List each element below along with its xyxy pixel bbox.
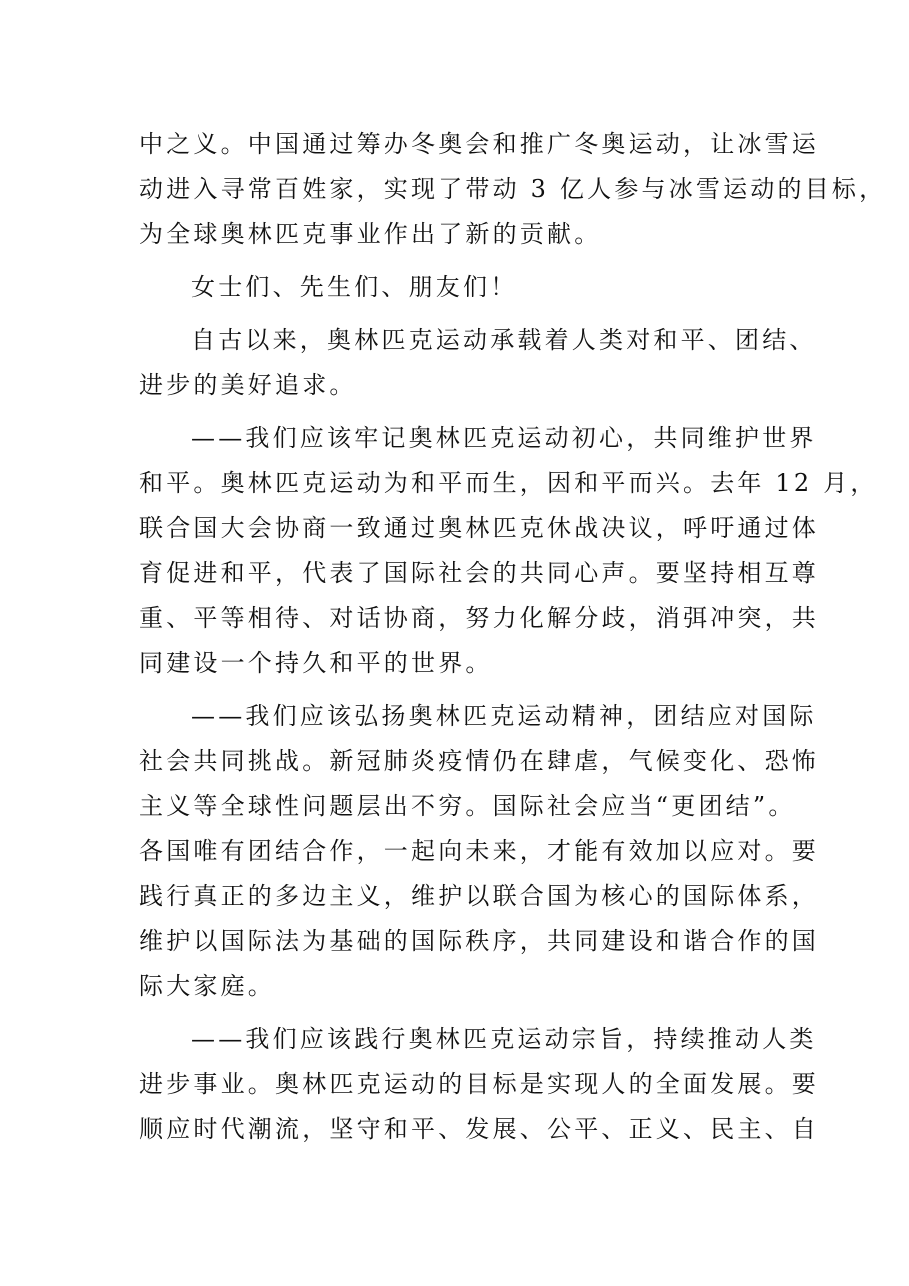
paragraph <box>139 122 887 257</box>
text-line: 各国唯有团结合作，一起向未来，才能有效加以应对。要 <box>139 837 819 865</box>
paragraph <box>139 318 817 408</box>
paragraph <box>139 694 819 1009</box>
text-line: 进步的美好追求。 <box>139 371 357 399</box>
text-line: 社会共同挑战。新冠肺炎疫情仍在肆虐，气候变化、恐怖 <box>139 747 819 775</box>
text-line: ——我们应该践行奥林匹克运动宗旨，持续推动人类 <box>191 1025 817 1053</box>
text-line: ——我们应该牢记奥林匹克运动初心，共同维护世界 <box>191 424 817 452</box>
text-line: 女士们、先生们、朋友们！ <box>191 273 518 301</box>
text-line: 践行真正的多边主义，维护以联合国为核心的国际体系， <box>139 882 819 910</box>
text-line: 为全球奥林匹克事业作出了新的贡献。 <box>139 220 602 248</box>
paragraph <box>139 416 878 686</box>
document-body <box>139 122 887 1160</box>
text-line: 动进入寻常百姓家，实现了带动 3 亿人参与冰雪运动的目标， <box>139 175 887 203</box>
text-line: 主义等全球性问题层出不穷。国际社会应当“更团结”。 <box>139 792 796 820</box>
text-line: 顺应时代潮流，坚守和平、发展、公平、正义、民主、自 <box>139 1115 819 1143</box>
text-line: 进步事业。奥林匹克运动的目标是实现人的全面发展。要 <box>139 1070 819 1098</box>
text-line: 联合国大会协商一致通过奥林匹克休战决议，呼吁通过体 <box>139 514 819 542</box>
text-line: 际大家庭。 <box>139 972 275 1000</box>
text-line: 维护以国际法为基础的国际秩序，共同建设和谐合作的国 <box>139 927 819 955</box>
paragraph <box>139 1017 819 1152</box>
paragraph-salutation <box>139 265 789 310</box>
text-line: 重、平等相待、对话协商，努力化解分歧，消弭冲突，共 <box>139 604 819 632</box>
text-line: 育促进和平，代表了国际社会的共同心声。要坚持相互尊 <box>139 559 819 587</box>
text-line: 中之义。中国通过筹办冬奥会和推广冬奥运动，让冰雪运 <box>139 130 819 158</box>
text-line: ——我们应该弘扬奥林匹克运动精神，团结应对国际 <box>191 702 817 730</box>
text-line: 和平。奥林匹克运动为和平而生，因和平而兴。去年 12 月， <box>139 469 878 497</box>
text-line: 同建设一个持久和平的世界。 <box>139 649 493 677</box>
text-line: 自古以来，奥林匹克运动承载着人类对和平、团结、 <box>191 326 817 354</box>
